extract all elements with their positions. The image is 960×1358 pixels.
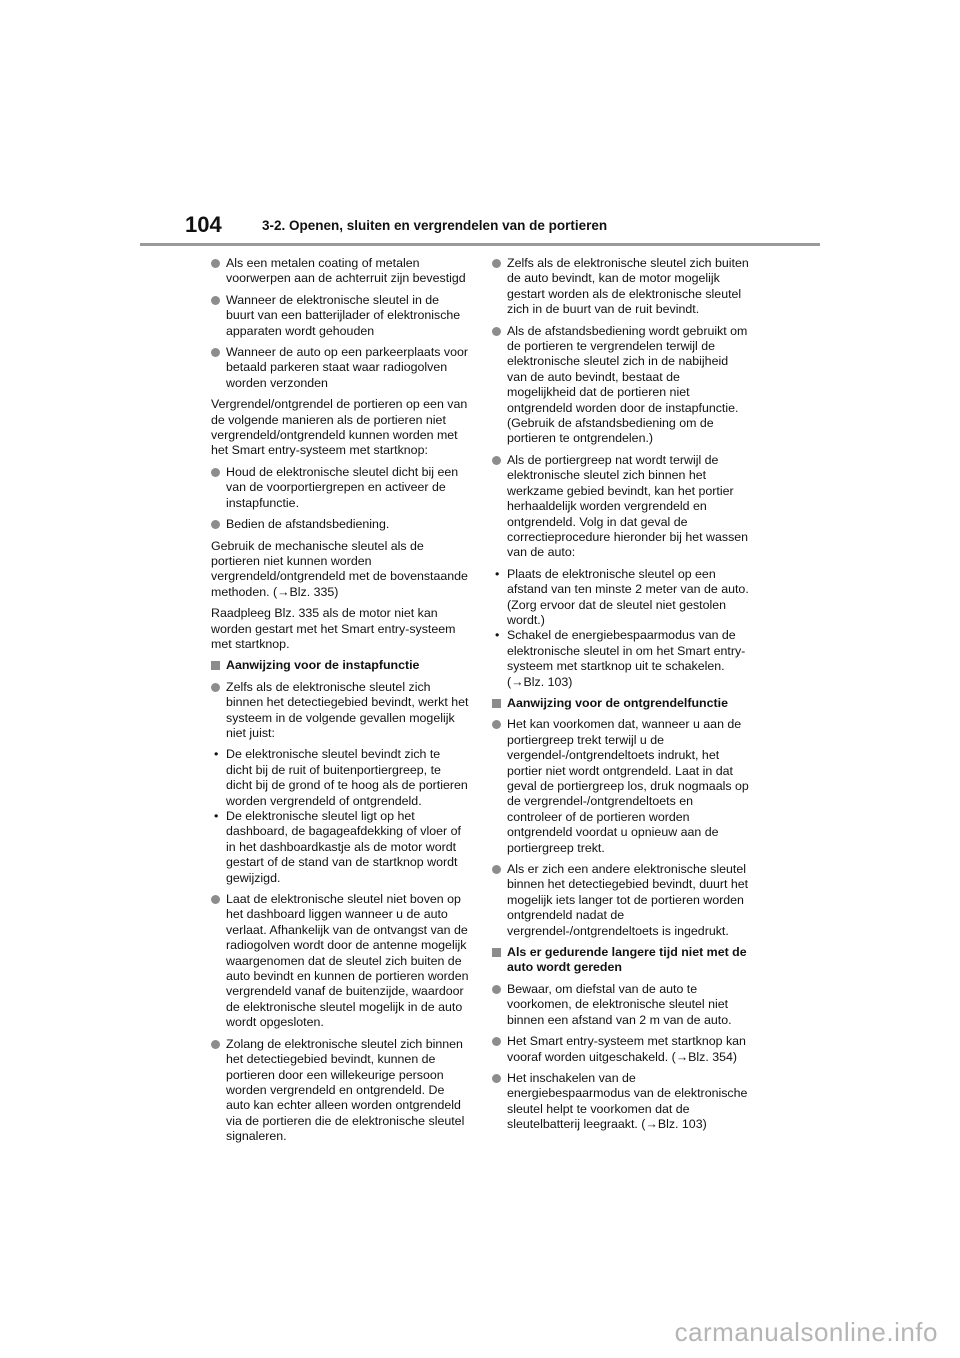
bullet-dot-icon [492,456,501,465]
list-item: Zolang de elektronische sleutel zich binnen het detectiegebied bevindt, kunnen de portieren door een willekeurige persoon worden vergrendeld en ontgrendeld. De auto kan echter alleen worden ontgrendeld via de portieren die de elektronische sleutel signaleren. [211,1037,469,1145]
list-item: Als er zich een andere elektronische sleutel binnen het detectiegebied bevindt, duurt het mogelijk iets langer tot de portieren worden ontgrendeld nadat de vergrendel-/ontgrendeltoets is ingedrukt. [492,862,750,939]
paragraph: Vergrendel/ontgrendel de portieren op een van de volgende manieren als de portieren niet vergrendeld/ontgrendeld kunnen worden met het Smart entry-systeem met startknop: [211,397,468,458]
bullet-dot-icon [211,1040,220,1049]
bullet-dot-icon [492,327,501,336]
bullet-dot-icon [211,468,220,477]
list-item: Als een metalen coating of metalen voorwerpen aan de achterruit zijn bevestigd [211,256,469,287]
list-item: Wanneer de auto op een parkeerplaats voor betaald parkeren staat waar radiogolven worden verzonden [211,345,469,391]
page-header [0,0,960,250]
bullet-dot-icon [211,895,220,904]
list-item: Zelfs als de elektronische sleutel zich buiten de auto bevindt, kan de motor mogelijk gestart worden als de elektronische sleutel zich in de buurt van de ruit bevindt. [492,256,750,318]
bullet-dot-icon [492,259,501,268]
list-item: Houd de elektronische sleutel dicht bij een van de voorportiergrepen en activeer de instapfunctie. [211,465,469,511]
bullet-dot-icon [492,1074,501,1083]
header-divider [140,243,820,246]
bullet-dot-icon [211,348,220,357]
sub-list-item: • Schakel de energiebespaarmodus van de elektronische sleutel in om het Smart entry-systeem met startknop uit te schakelen. (→Blz. 103) [495,628,746,689]
square-bullet-icon [211,661,220,670]
page-number: 104 [185,212,222,237]
paragraph: Raadpleeg Blz. 335 als de motor niet kan worden gestart met het Smart entry-systeem met startknop. [211,606,456,651]
bullet-dot-icon [211,296,220,305]
bullet-dot-icon [492,1037,501,1046]
sub-list [492,567,750,690]
section-title: 3-2. Openen, sluiten en vergrendelen van de portieren [262,218,608,233]
bullet-dot-icon [492,720,501,729]
list-item: Zelfs als de elektronische sleutel zich binnen het detectiegebied bevindt, werkt het systeem in de volgende gevallen mogelijk niet juist: [211,680,469,742]
list-item: Bedien de afstandsbediening. [211,517,469,532]
sub-list-item: • De elektronische sleutel bevindt zich te dicht bij de ruit of buitenportiergreep, te dicht bij de grond of te hoog als de portieren worden vergrendeld of ontgrendeld. [214,747,468,808]
square-bullet-icon [492,948,501,957]
list-item: Als de afstandsbediening wordt gebruikt om de portieren te vergrendelen terwijl de elektronische sleutel zich in de nabijheid van de auto bevindt, bestaat de mogelijkheid dat de portieren niet ontgrendeld worden door de instapfunctie. (Gebruik de afstandsbediening om de portieren te ontgrendelen.) [492,324,750,447]
sub-list [211,747,469,886]
list-item: Als de portiergreep nat wordt terwijl de elektronische sleutel zich binnen het werkzame gebied bevindt, kan het portier herhaaldelijk worden vergrendeld en ontgrendeld. Volg in dat geval de correctieprocedure hieronder bij het wassen van de auto: [492,453,750,561]
bullet-dot-icon [211,683,220,692]
sub-list-item: • De elektronische sleutel ligt op het dashboard, de bagageafdekking of vloer of in het dashboardkastje als de motor wordt gestart of de stand van de startknop wordt gewijzigd. [214,809,461,885]
list-item: Laat de elektronische sleutel niet boven op het dashboard liggen wanneer u de auto verlaat. Afhankelijk van de ontvangst van de radiogolven wordt door de antenne mogelijk waargenomen dat de sleutel zich buiten de auto bevindt en kunnen de portieren worden vergrendeld vanaf de buitenzijde, waardoor de elektronische sleutel mogelijk in de auto wordt opgesloten. [211,892,469,1031]
list-item: Wanneer de elektronische sleutel in de buurt van een batterijlader of elektronische apparaten wordt gehouden [211,293,469,339]
bullet-dot-icon [492,865,501,874]
square-bullet-icon [492,699,501,708]
watermark: carmanualsonline.info [674,1317,938,1347]
bullet-dot-icon [211,259,220,268]
subheading: Als er gedurende langere tijd niet met de auto wordt gereden [492,945,750,976]
left-column [211,256,469,1151]
bullet-dot-icon [492,985,501,994]
subheading: Aanwijzing voor de ontgrendelfunctie [492,696,750,711]
list-item: Het kan voorkomen dat, wanneer u aan de portiergreep trekt terwijl u de vergendel-/ontgrendeltoets indrukt, het portier niet wordt ontgrendeld. Laat in dat geval de portiergreep los, druk nogmaals op de vergrendel-/ontgrendeltoets en controleer of de portieren worden ontgrendeld voordat u opnieuw aan de portiergreep trekt. [492,717,750,856]
list-item: Het Smart entry-systeem met startknop kan vooraf worden uitgeschakeld. (→Blz. 354) [492,1034,750,1065]
right-column [492,256,750,1139]
sub-list-item: • Plaats de elektronische sleutel op een afstand van ten minste 2 meter van de auto. (Zorg ervoor dat de sleutel niet gestolen wordt.) [495,566,749,627]
list-item: Bewaar, om diefstal van de auto te voorkomen, de elektronische sleutel niet binnen een afstand van 2 m van de auto. [492,982,750,1028]
list-item: Het inschakelen van de energiebespaarmodus van de elektronische sleutel helpt te voorkomen dat de sleutelbatterij leegraakt. (→Blz. 103) [492,1071,750,1133]
paragraph: Gebruik de mechanische sleutel als de portieren niet kunnen worden vergrendeld/ontgrendeld met de bovenstaande methoden. (→Blz. 335) [211,538,468,599]
bullet-dot-icon [211,520,220,529]
subheading: Aanwijzing voor de instapfunctie [211,658,469,673]
